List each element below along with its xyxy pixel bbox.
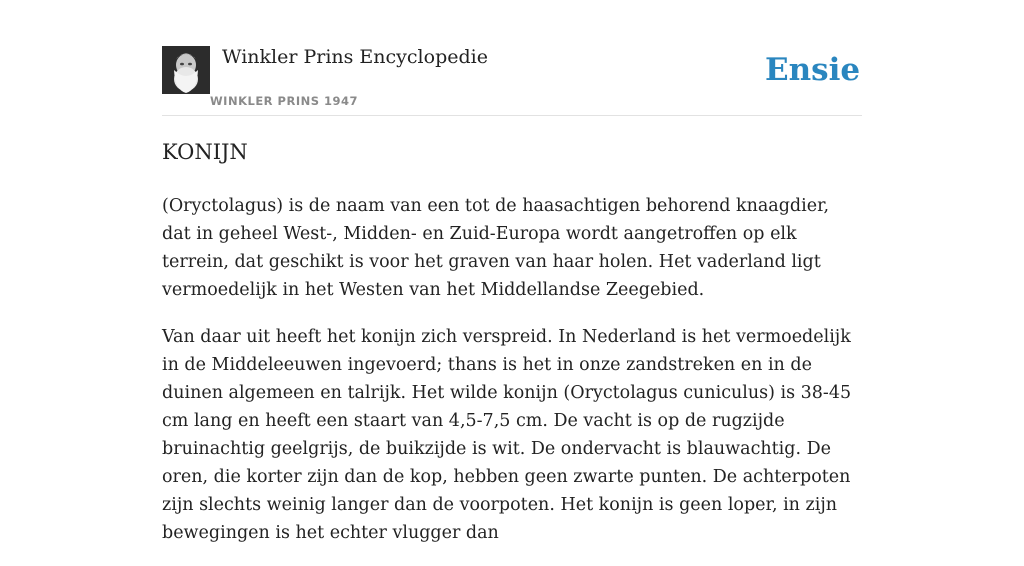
source-header — [162, 44, 862, 116]
article-paragraph-1: (Oryctolagus) is de naam van een tot de haasachtigen behorend knaagdier, dat in geheel West-, Midden- en Zuid-Europa wordt aangetroffen op elk terrein, dat geschikt is voor het graven van haar holen. Het vaderland ligt vermoedelijk in het Westen van het Middellandse Zeegebied. — [162, 196, 830, 300]
article-paragraph-2: Van daar uit heeft het konijn zich verspreid. In Nederland is het vermoedelijk in de Middeleeuwen ingevoerd; thans is het in onze zandstreken en in de duinen algemeen en talrijk. Het wilde konijn (Oryctolagus cuniculus) is 38-45 cm lang en heeft een staart van 4,5-7,5 cm. De vacht is op de rugzijde bruinachtig geelgrijs, de buikzijde is wit. De ondervacht is blauwachtig. De oren, die korter zijn dan de kop, hebben geen zwarte punten. De achterpoten zijn slechts weinig langer dan de voorpoten. Het konijn is geen loper, in zijn bewegingen is het echter vlugger dan — [162, 327, 852, 543]
article-title: KONIJN — [162, 140, 248, 164]
author-avatar[interactable] — [162, 46, 210, 94]
ensie-logo[interactable]: Ensie — [765, 52, 861, 88]
source-title[interactable]: Winkler Prins Encyclopedie — [222, 46, 488, 68]
source-subtitle[interactable]: WINKLER PRINS 1947 — [210, 94, 359, 108]
article-body — [162, 192, 862, 566]
bearded-man-portrait-icon — [162, 46, 210, 94]
